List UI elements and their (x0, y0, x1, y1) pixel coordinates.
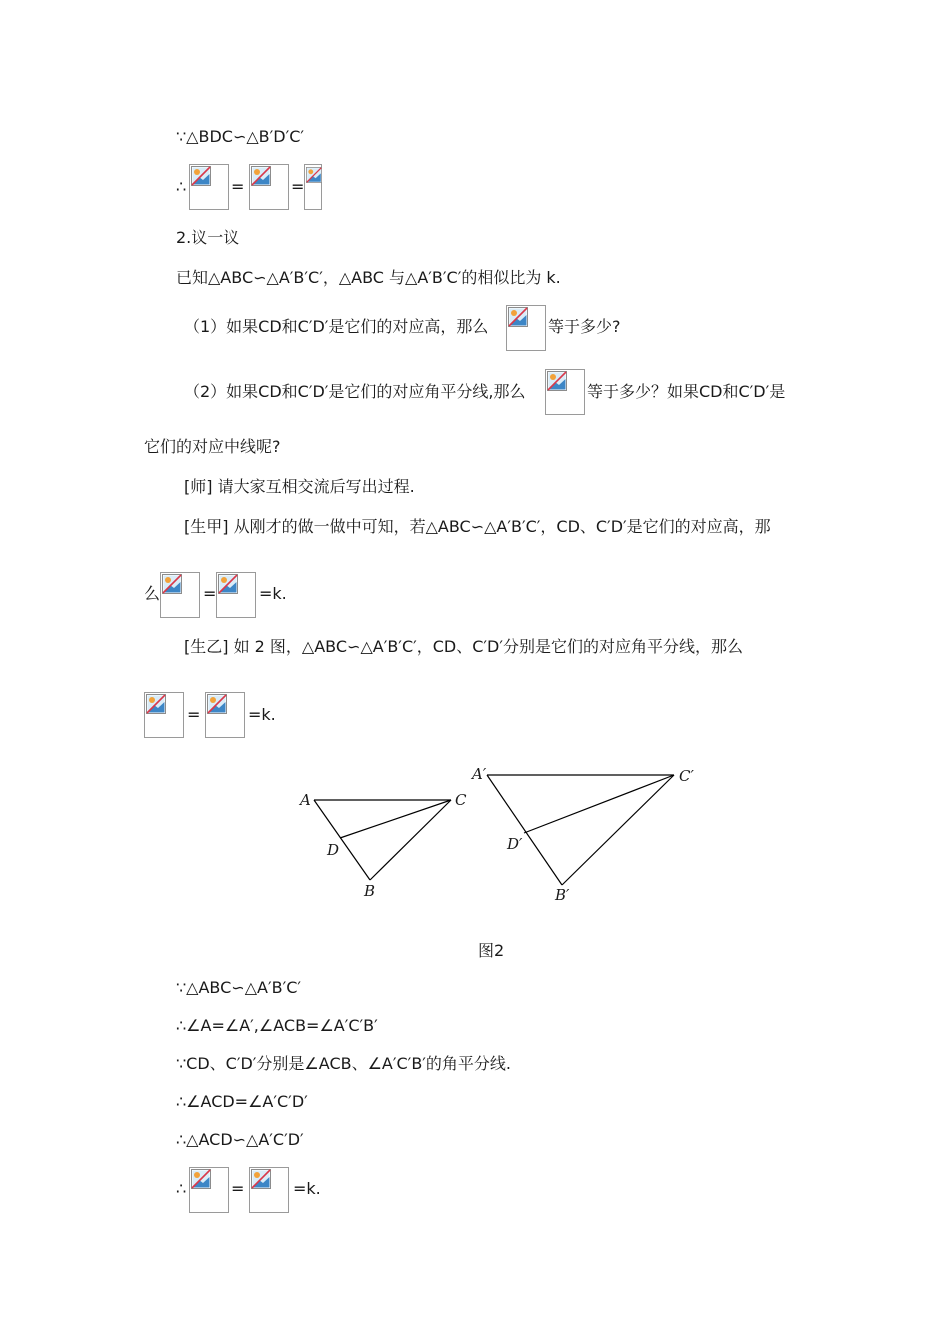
formula-image-placeholder (160, 572, 200, 618)
formula-image-placeholder (144, 692, 184, 738)
student-b-remark: [生乙] 如 2 图，△ABC∽△A′B′C′，CD、C′D′分别是它们的对应角平分线，那么 (184, 637, 743, 656)
proof-line-4: ∴∠ACD=∠A′C′D′ (176, 1092, 308, 1111)
formula-image-placeholder (545, 369, 585, 415)
segment-bc (370, 800, 451, 880)
equals-k: =k. (259, 584, 287, 603)
proof-line-2: ∴∠A=∠A′,∠ACB=∠A′C′B′ (176, 1016, 378, 1035)
broken-image-icon (508, 307, 528, 327)
teacher-remark: [师] 请大家互相交流后写出过程. (184, 477, 415, 496)
formula-image-placeholder (205, 692, 245, 738)
formula-image-placeholder (506, 305, 546, 351)
broken-image-icon (306, 166, 322, 184)
equals-sign: = (203, 584, 217, 603)
segment-cd (340, 800, 451, 838)
broken-image-icon (207, 694, 227, 714)
formula-image-placeholder (189, 1167, 229, 1213)
proof-line-5: ∴△ACD∽△A′C′D′ (176, 1130, 304, 1149)
figure-caption: 图2 (478, 941, 505, 960)
equals-k: =k. (248, 705, 276, 724)
equals-k: =k. (293, 1179, 321, 1198)
segment-a-prime-b-prime (487, 775, 562, 885)
student-a-remark: [生甲] 从刚才的做一做中可知，若△ABC∽△A′B′C′，CD、C′D′是它们的对应高，那 (184, 517, 771, 536)
equals-sign: = (291, 177, 305, 196)
broken-image-icon (251, 166, 271, 186)
segment-c-prime-d-prime (524, 775, 674, 833)
question-1-tail: 等于多少? (548, 317, 621, 336)
broken-image-icon (191, 1169, 211, 1189)
label-a: A (300, 791, 311, 809)
therefore-symbol: ∴ (176, 177, 187, 196)
question-2-continuation: 它们的对应中线呢? (144, 437, 281, 456)
formula-image-placeholder (216, 572, 256, 618)
segment-b-prime-c-prime (562, 775, 674, 885)
label-c-prime: C′ (679, 767, 694, 785)
label-d: D (327, 841, 340, 859)
label-b: B (364, 882, 376, 900)
broken-image-icon (191, 166, 211, 186)
equals-sign: = (187, 705, 201, 724)
proof-line-3: ∵CD、C′D′分别是∠ACB、∠A′C′B′的角平分线. (176, 1054, 512, 1073)
formula-image-placeholder (249, 164, 289, 210)
broken-image-icon (547, 371, 567, 391)
formula-image-placeholder (249, 1167, 289, 1213)
equals-sign: = (231, 1179, 245, 1198)
known-statement: 已知△ABC∽△A′B′C′，△ABC 与△A′B′C′的相似比为 k. (176, 268, 561, 287)
question-1-text: （1）如果CD和C′D′是它们的对应高，那么 (184, 317, 489, 336)
label-d-prime: D′ (507, 835, 523, 853)
broken-image-icon (162, 574, 182, 594)
because-bdc-line: ∵△BDC∽△B′D′C′ (176, 127, 305, 146)
broken-image-icon (146, 694, 166, 714)
broken-image-icon (251, 1169, 271, 1189)
formula-image-placeholder (189, 164, 229, 210)
question-2-tail: 等于多少？如果CD和C′D′是 (587, 382, 786, 401)
broken-image-icon (218, 574, 238, 594)
label-a-prime: A′ (472, 765, 487, 783)
proof-line-1: ∵△ABC∽△A′B′C′ (176, 978, 301, 997)
equals-sign: = (231, 177, 245, 196)
student-a-continuation: 么 (144, 584, 161, 603)
formula-image-placeholder (304, 164, 322, 210)
question-2-text: （2）如果CD和C′D′是它们的对应角平分线,那么 (184, 382, 526, 401)
segment-ab (314, 800, 370, 880)
therefore-symbol: ∴ (176, 1179, 187, 1198)
label-b-prime: B′ (555, 886, 570, 904)
label-c: C (455, 791, 467, 809)
section-heading: 2.议一议 (176, 228, 240, 247)
